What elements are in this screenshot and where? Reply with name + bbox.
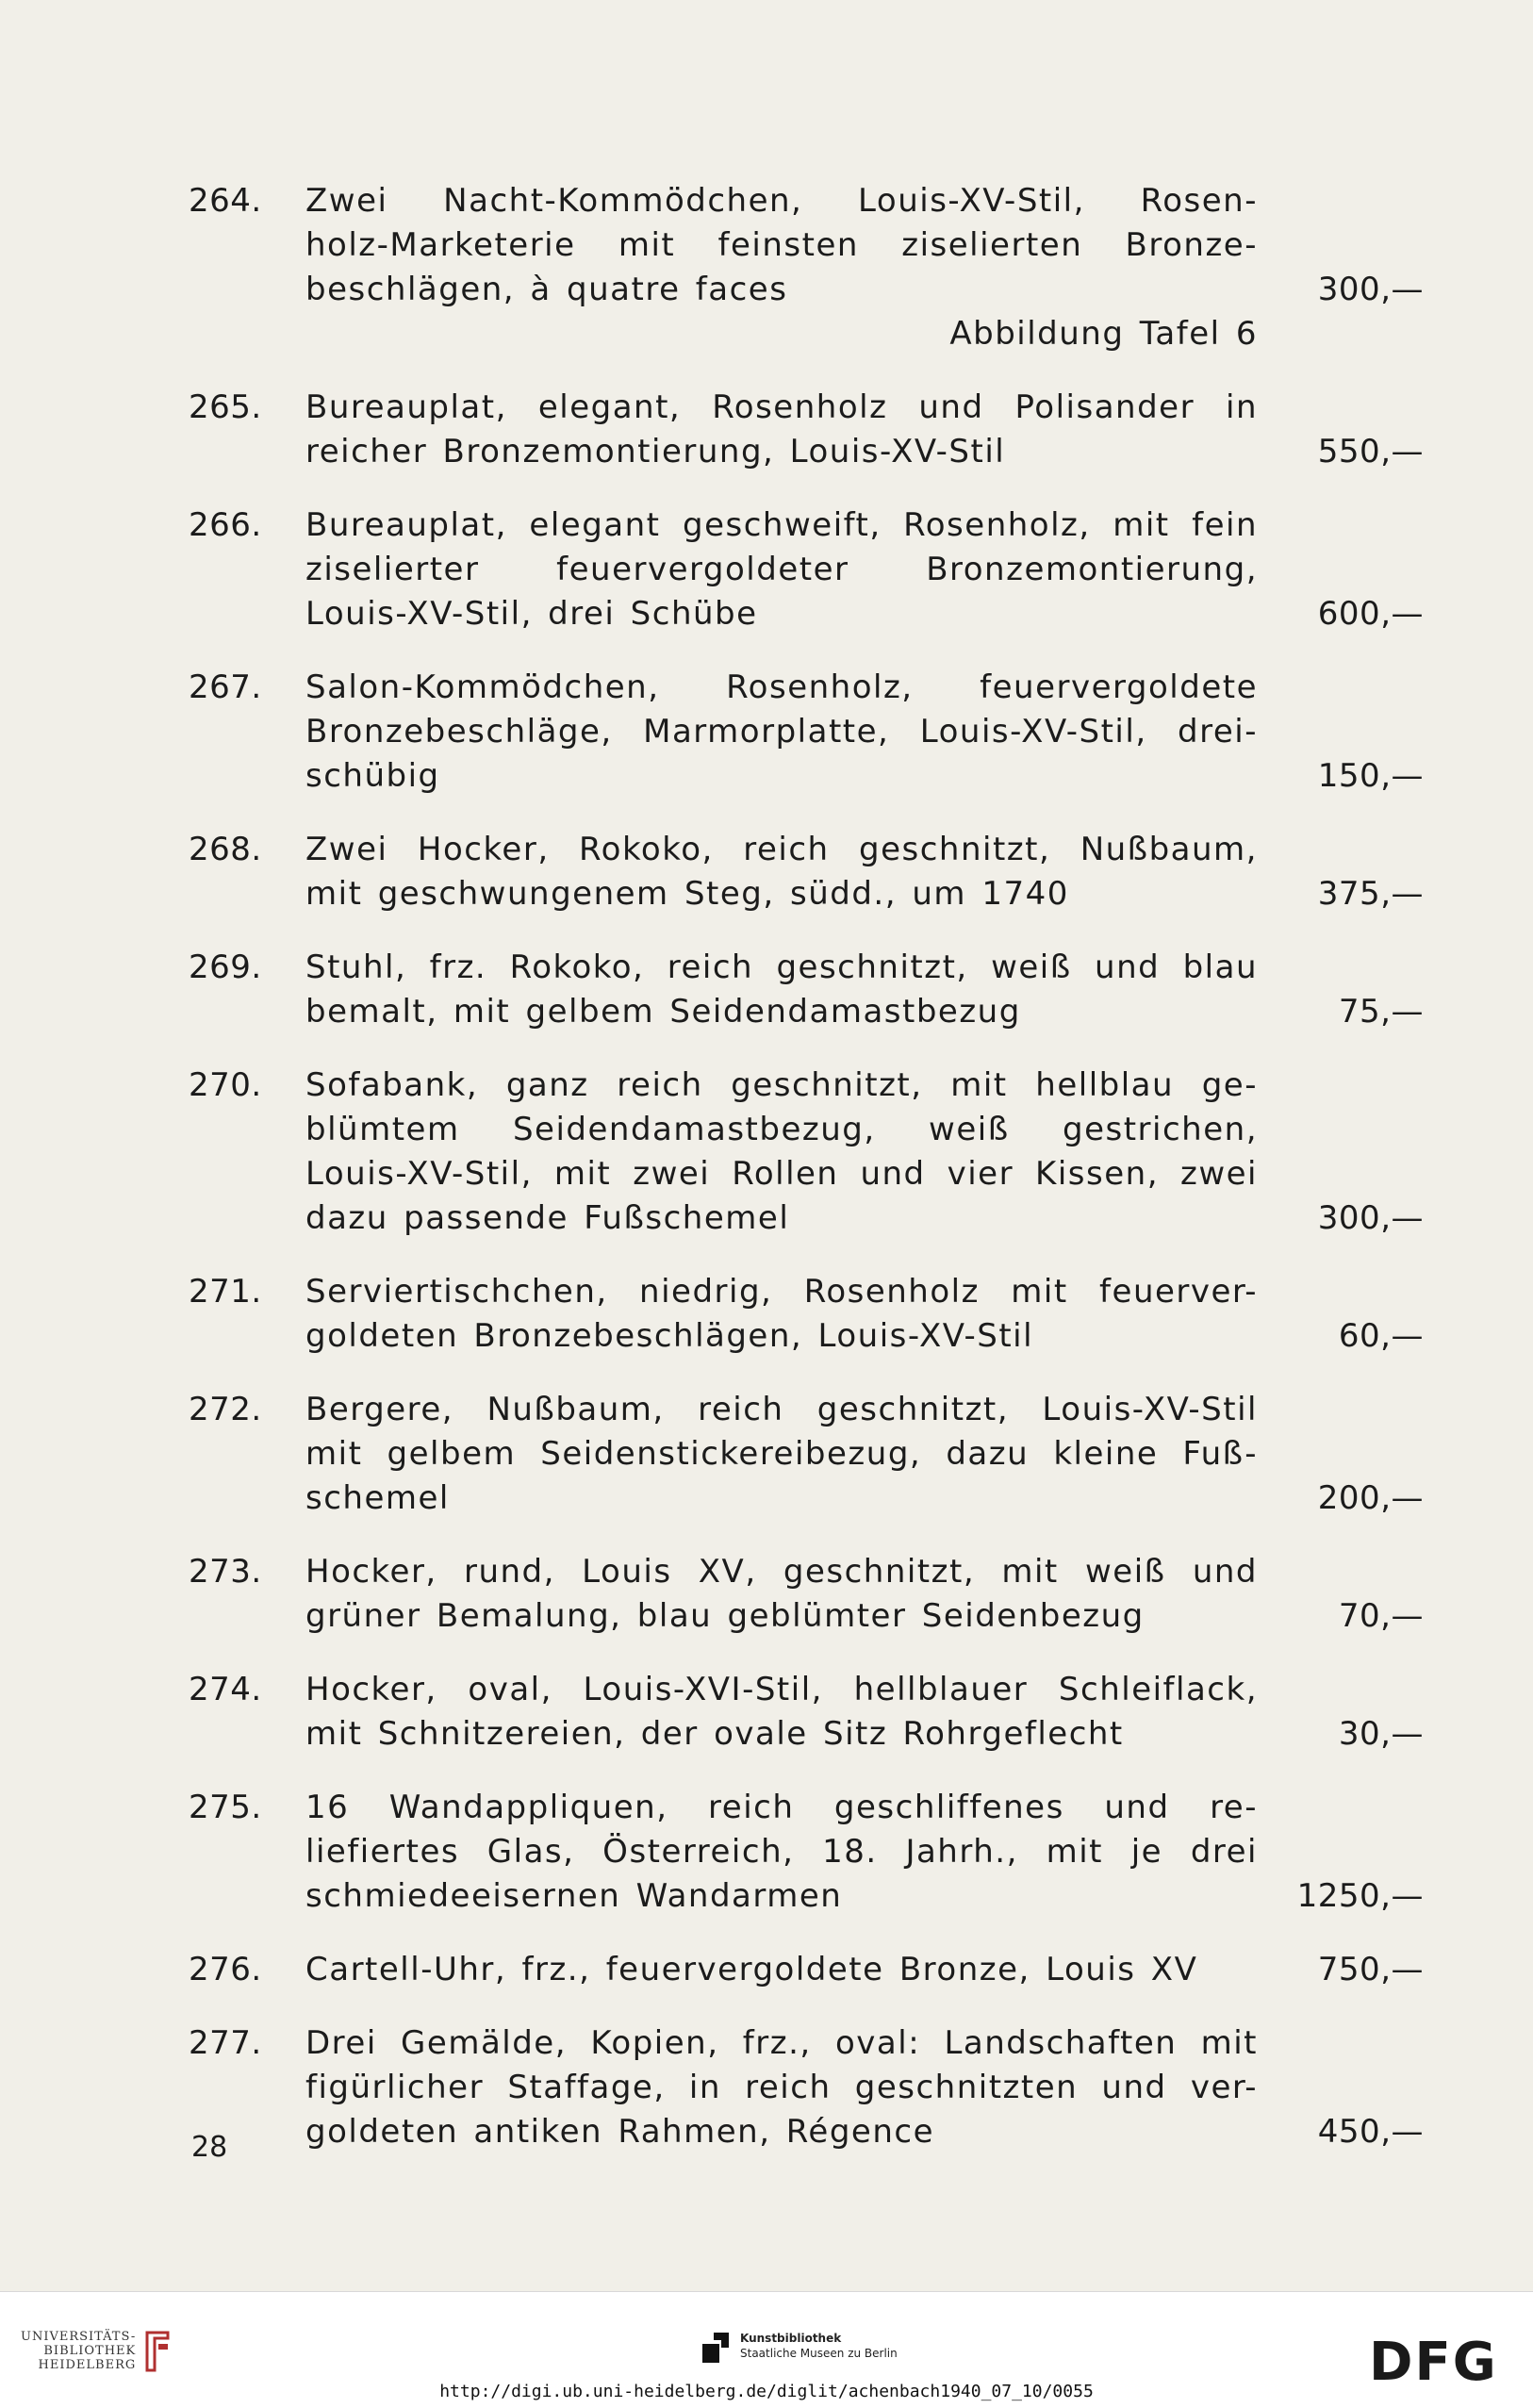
entry-line: mit gelbem Seidenstickereibezug, dazu kleine Fuß- xyxy=(305,1435,1258,1473)
entry-price: 300,— xyxy=(1317,271,1424,308)
entry-line: goldeten Bronzebeschlägen, Louis-XV-Stil xyxy=(305,1317,1034,1355)
catalog-entry xyxy=(189,503,1424,636)
entry-price: 1250,— xyxy=(1296,1877,1424,1915)
catalog-entry xyxy=(189,1786,1424,1919)
entry-line: Louis-XV-Stil, drei Schübe xyxy=(305,595,758,633)
entry-price: 60,— xyxy=(1338,1317,1424,1355)
entry-description xyxy=(305,828,1258,916)
entry-line: Zwei Hocker, Rokoko, reich geschnitzt, Nußbaum, xyxy=(305,831,1258,868)
entry-price: 375,— xyxy=(1317,875,1424,913)
entry-line: liefiertes Glas, Österreich, 18. Jahrh., mit je drei xyxy=(305,1833,1258,1871)
catalog-entry xyxy=(189,1388,1424,1521)
entry-line: holz-Marketerie mit feinsten ziselierten Bronze- xyxy=(305,226,1258,264)
entry-description xyxy=(305,666,1258,799)
entry-line: bemalt, mit gelbem Seidendamastbezug xyxy=(305,993,1021,1031)
catalog-entry xyxy=(189,1270,1424,1359)
entry-line: Stuhl, frz. Rokoko, reich geschnitzt, weiß und blau xyxy=(305,948,1258,986)
entry-line: schemel xyxy=(305,1479,450,1517)
entry-number: 267. xyxy=(189,668,262,706)
kunstbibliothek-name xyxy=(740,2331,898,2361)
kunstbibliothek-mark-icon xyxy=(701,2331,731,2365)
catalog-entry xyxy=(189,666,1424,799)
entry-price: 550,— xyxy=(1317,433,1424,470)
entry-price: 300,— xyxy=(1317,1199,1424,1237)
entry-line: blümtem Seidendamastbezug, weiß gestrichen, xyxy=(305,1111,1258,1148)
entry-description xyxy=(305,1064,1258,1241)
entry-price: 75,— xyxy=(1338,993,1424,1031)
entry-number: 268. xyxy=(189,831,262,868)
catalog-entry xyxy=(189,179,1424,356)
entry-number: 274. xyxy=(189,1671,262,1708)
entry-line: Drei Gemälde, Kopien, frz., oval: Landschaften mit xyxy=(305,2024,1258,2062)
entry-line: Louis-XV-Stil, mit zwei Rollen und vier Kissen, zwei xyxy=(305,1155,1258,1193)
entry-description xyxy=(305,1786,1258,1919)
catalog-entry xyxy=(189,946,1424,1034)
entry-number: 269. xyxy=(189,948,262,986)
entry-line: Sofabank, ganz reich geschnitzt, mit hellblau ge- xyxy=(305,1066,1258,1104)
entry-price: 750,— xyxy=(1317,1951,1424,1988)
digitization-footer xyxy=(0,2292,1533,2408)
entry-line: Cartell-Uhr, frz., feuervergoldete Bronze, Louis XV xyxy=(305,1951,1198,1988)
entry-description xyxy=(305,386,1258,474)
entry-line: Bergere, Nußbaum, reich geschnitzt, Louis-XV-Stil xyxy=(305,1391,1258,1428)
entry-line: reicher Bronzemontierung, Louis-XV-Stil xyxy=(305,433,1006,470)
entry-number: 265. xyxy=(189,388,262,426)
entry-number: 266. xyxy=(189,506,262,544)
entry-line: schmiedeeisernen Wandarmen xyxy=(305,1877,843,1915)
entry-line: Bureauplat, elegant, Rosenholz und Polisander in xyxy=(305,388,1258,426)
entry-line: beschlägen, à quatre faces xyxy=(305,271,788,308)
entry-line: Salon-Kommödchen, Rosenholz, feuervergoldete xyxy=(305,668,1258,706)
entry-line: goldeten antiken Rahmen, Régence xyxy=(305,2113,934,2151)
entry-line: schübig xyxy=(305,757,440,795)
catalog-entry xyxy=(189,386,1424,474)
entry-line: 16 Wandappliquen, reich geschliffenes und re- xyxy=(305,1789,1258,1826)
entry-description xyxy=(305,1550,1258,1639)
page-number: 28 xyxy=(191,2131,228,2164)
dfg-logo: DFG xyxy=(1369,2332,1498,2393)
library-name-line: UNIVERSITÄTS- xyxy=(21,2330,137,2344)
entry-price: 450,— xyxy=(1317,2113,1424,2151)
entry-line: Hocker, oval, Louis-XVI-Stil, hellblauer Schleiflack, xyxy=(305,1671,1258,1708)
university-library-name xyxy=(21,2330,136,2372)
entry-description xyxy=(305,1948,1258,1992)
kunstbibliothek-subtitle: Staatliche Museen zu Berlin xyxy=(740,2347,898,2360)
entry-description xyxy=(305,1388,1258,1521)
entry-number: 277. xyxy=(189,2024,262,2062)
catalog-entry xyxy=(189,2021,1424,2154)
catalog-entry xyxy=(189,828,1424,916)
entry-number: 270. xyxy=(189,1066,262,1104)
entry-line: figürlicher Staffage, in reich geschnitzten und ver- xyxy=(305,2069,1258,2106)
entry-price: 70,— xyxy=(1338,1597,1424,1635)
entry-number: 275. xyxy=(189,1789,262,1826)
entry-number: 272. xyxy=(189,1391,262,1428)
entry-description xyxy=(305,1270,1258,1359)
entry-line: mit geschwungenem Steg, südd., um 1740 xyxy=(305,875,1069,913)
catalog-entries xyxy=(189,179,1424,2184)
university-library-emblem-icon xyxy=(143,2331,172,2372)
kunstbibliothek-title: Kunstbibliothek xyxy=(740,2332,842,2345)
entry-price: 200,— xyxy=(1317,1479,1424,1517)
entry-description xyxy=(305,2021,1258,2154)
entry-line: Bronzebeschläge, Marmorplatte, Louis-XV-Stil, drei- xyxy=(305,713,1258,750)
entry-description xyxy=(305,1668,1258,1757)
university-library-logo xyxy=(21,2330,172,2372)
catalog-entry xyxy=(189,1064,1424,1241)
entry-description xyxy=(305,946,1258,1034)
entry-line: ziselierter feuervergoldeter Bronzemontierung, xyxy=(305,551,1258,588)
entry-line: Hocker, rund, Louis XV, geschnitzt, mit weiß und xyxy=(305,1553,1258,1591)
entry-number: 264. xyxy=(189,182,262,220)
kunstbibliothek-logo xyxy=(701,2331,898,2365)
entry-line: grüner Bemalung, blau geblümter Seidenbezug xyxy=(305,1597,1145,1635)
catalog-entry xyxy=(189,1948,1424,1992)
catalog-entry xyxy=(189,1668,1424,1757)
entry-description xyxy=(305,179,1258,356)
entry-number: 276. xyxy=(189,1951,262,1988)
entry-description xyxy=(305,503,1258,636)
library-name-line: HEIDELBERG xyxy=(38,2358,137,2372)
entry-line: Zwei Nacht-Kommödchen, Louis-XV-Stil, Rosen- xyxy=(305,182,1258,220)
entry-line: dazu passende Fußschemel xyxy=(305,1199,790,1237)
entry-note: Abbildung Tafel 6 xyxy=(949,315,1258,353)
entry-line: Serviertischchen, niedrig, Rosenholz mit feuerver- xyxy=(305,1273,1258,1311)
entry-price: 150,— xyxy=(1317,757,1424,795)
entry-line: Bureauplat, elegant geschweift, Rosenholz, mit fein xyxy=(305,506,1258,544)
entry-line: mit Schnitzereien, der ovale Sitz Rohrgeflecht xyxy=(305,1715,1124,1753)
catalog-entry xyxy=(189,1550,1424,1639)
entry-number: 273. xyxy=(189,1553,262,1591)
library-name-line: BIBLIOTHEK xyxy=(43,2344,137,2358)
entry-price: 30,— xyxy=(1338,1715,1424,1753)
source-url[interactable]: http://digi.ub.uni-heidelberg.de/diglit/achenbach1940_07_10/0055 xyxy=(439,2382,1094,2401)
entry-price: 600,— xyxy=(1317,595,1424,633)
entry-number: 271. xyxy=(189,1273,262,1311)
